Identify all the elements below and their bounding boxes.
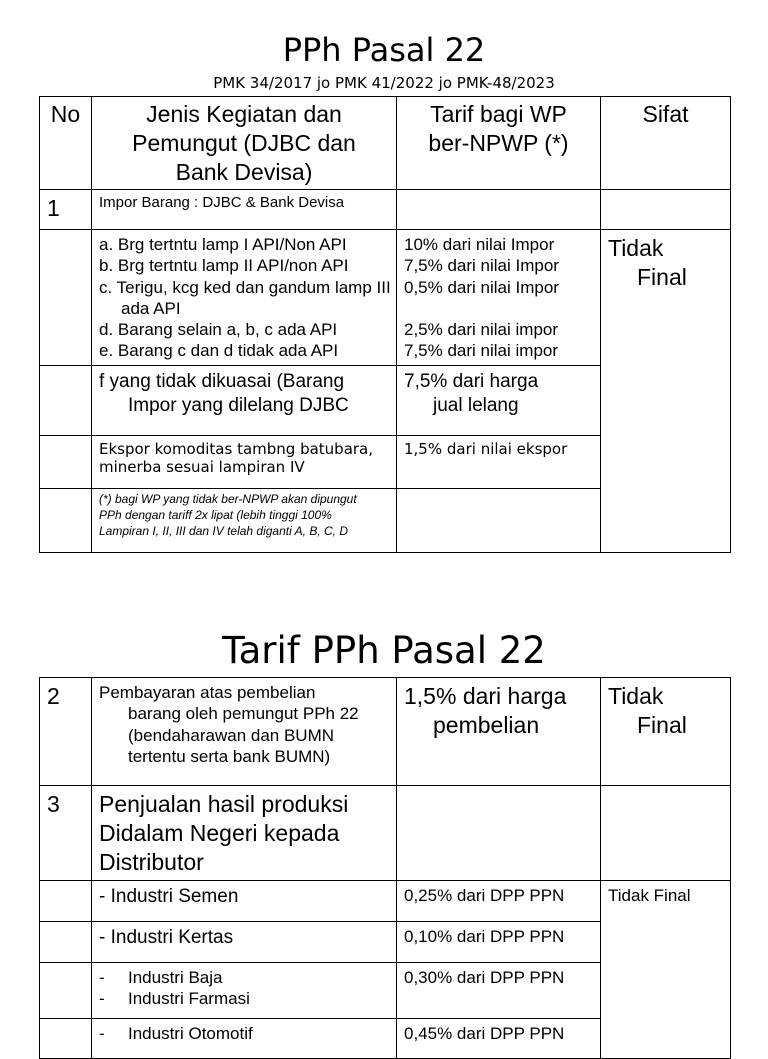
empty-cell: [601, 190, 731, 230]
tarif-value: 0,25% dari DPP PPN: [397, 881, 601, 922]
list-item: - Industri Farmasi: [99, 989, 250, 1009]
page-title-2: Tarif PPh Pasal 22: [222, 629, 546, 672]
header-sifat: Sifat: [601, 97, 731, 190]
industri-semen: - Industri Semen: [92, 881, 397, 922]
tarif-value: 2,5% dari nilai impor: [404, 320, 559, 340]
tarif-value: 7,5% dari nilai impor: [404, 341, 559, 361]
tarif-value: 0,45% dari DPP PPN: [397, 1019, 601, 1059]
impor-tarif-list: [397, 230, 601, 366]
penjualan-cell: Penjualan hasil produksi Didalam Negeri kepada Distributor: [92, 786, 397, 881]
tarif-value: 7,5% dari nilai Impor: [404, 256, 559, 276]
empty-cell: [40, 230, 92, 366]
list-item: a. Brg tertntu lamp I API/Non API: [99, 235, 347, 254]
empty-cell: [40, 963, 92, 1019]
ekspor-tarif: 1,5% dari nilai ekspor: [397, 436, 601, 489]
table-row: [40, 230, 731, 366]
table-row: [40, 881, 731, 922]
industri-kertas: - Industri Kertas: [92, 922, 397, 963]
header-no: No: [40, 97, 92, 190]
tarif-value: 0,30% dari DPP PPN: [397, 963, 601, 1019]
list-item: - Industri Otomotif: [99, 1024, 253, 1043]
list-item: c. Terigu, kcg ked dan gandum lamp III ada API: [99, 277, 391, 318]
empty-cell: [397, 190, 601, 230]
empty-cell: [397, 786, 601, 881]
empty-cell: [601, 786, 731, 881]
footnote-cell: (*) bagi WP yang tidak ber-NPWP akan dipungut PPh dengan tariff 2x lipat (lebih tinggi 100% Lampiran I, II, III dan IV telah diganti A, B, C, D: [92, 489, 397, 553]
table-row: [40, 678, 731, 786]
table-row: [40, 786, 731, 881]
list-item: b. Brg tertntu lamp II API/non API: [99, 256, 349, 276]
header-tarif: Tarif bagi WP ber-NPWP (*): [397, 97, 601, 190]
industri-otomotif: [92, 1019, 397, 1059]
empty-cell: [40, 366, 92, 436]
list-item: e. Barang c dan d tidak ada API: [99, 341, 339, 361]
pembelian-sifat: Tidak Final: [601, 678, 731, 786]
row-number: 1: [40, 190, 92, 230]
list-item: - Industri Baja: [99, 968, 223, 987]
impor-items-list: [92, 230, 397, 366]
tarif-value: 10% dari nilai Impor: [404, 235, 555, 254]
row-number: 3: [40, 786, 92, 881]
header-jenis-kegiatan: Jenis Kegiatan dan Pemungut (DJBC dan Bank Devisa): [92, 97, 397, 190]
empty-cell: [40, 881, 92, 922]
lelang-tarif: 7,5% dari harga jual lelang: [397, 366, 601, 436]
sifat-cell: Tidak Final: [601, 230, 731, 553]
page-title: PPh Pasal 22: [282, 31, 486, 69]
row-number: 2: [40, 678, 92, 786]
empty-cell: [40, 489, 92, 553]
tarif-value: 0,5% dari nilai Impor: [404, 277, 559, 297]
empty-cell: [40, 436, 92, 489]
pph22-import-table: [39, 96, 731, 553]
pph22-tarif-table: [39, 677, 731, 1059]
list-item: d. Barang selain a, b, c ada API: [99, 320, 338, 340]
pembelian-cell: Pembayaran atas pembelian barang oleh pemungut PPh 22 (bendaharawan dan BUMN tertentu serta bank BUMN): [92, 678, 397, 786]
header-row: [40, 97, 731, 190]
lelang-cell: f yang tidak dikuasai (Barang Impor yang dilelang DJBC: [92, 366, 397, 436]
industri-baja-farmasi: [92, 963, 397, 1019]
regulation-subtitle: PMK 34/2017 jo PMK 41/2022 jo PMK-48/2023: [213, 74, 555, 92]
impor-barang-cell: Impor Barang : DJBC & Bank Devisa: [92, 190, 397, 230]
empty-cell: [40, 922, 92, 963]
empty-cell: [397, 489, 601, 553]
table-row: [40, 190, 731, 230]
ekspor-cell: Ekspor komoditas tambng batubara, minerba sesuai lampiran IV: [92, 436, 397, 489]
sifat-industri: Tidak Final: [601, 881, 731, 1059]
pembelian-tarif: 1,5% dari harga pembelian: [397, 678, 601, 786]
empty-cell: [40, 1019, 92, 1059]
tarif-value: 0,10% dari DPP PPN: [397, 922, 601, 963]
